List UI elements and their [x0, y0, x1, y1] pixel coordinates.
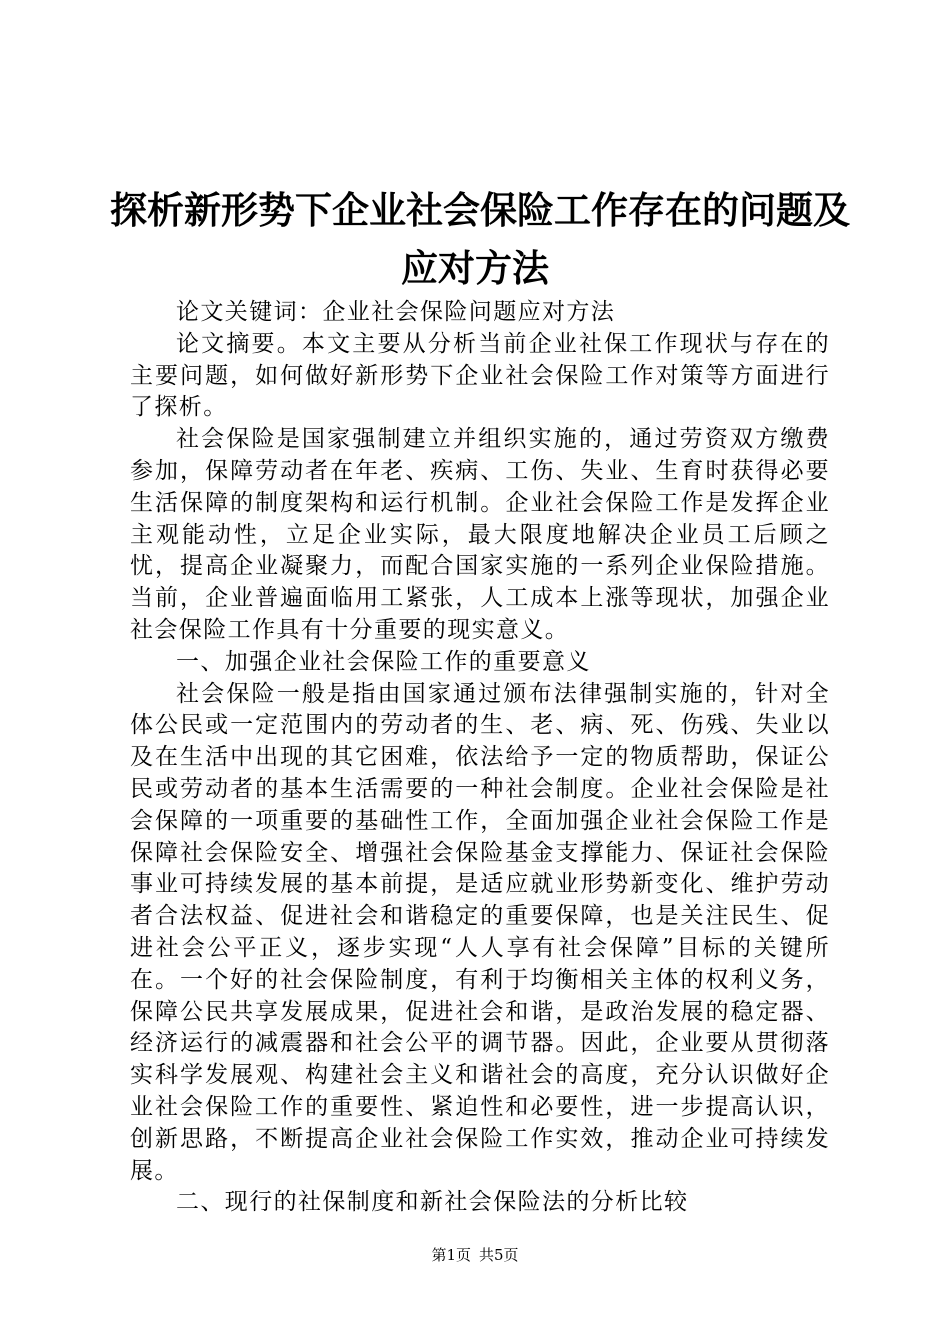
section-heading-1: 一、加强企业社会保险工作的重要意义	[176, 648, 591, 675]
page-number: 第1页	[431, 1246, 471, 1264]
page-total: 共5页	[479, 1246, 519, 1264]
document-title-line-1: 探析新形势下企业社会保险工作存在的问题及	[110, 188, 850, 232]
document-body	[130, 297, 830, 1219]
section-heading-2: 二、现行的社保制度和新社会保险法的分析比较	[176, 1189, 689, 1216]
keywords-paragraph: 论文关键词：企业社会保险问题应对方法	[176, 299, 616, 325]
section-1-paragraph: 社会保险一般是指由国家通过颁布法律强制实施的，针对全体公民或一定范围内的劳动者的生、老、病、死、伤残、失业以及在生活中出现的其它困难，依法给予一定的物质帮助，保证公民或劳动者的基本生活需要的一种社会制度。企业社会保险是社会保障的一项重要的基础性工作，全面加强企业社会保险工作是保障社会保险安全、增强社会保险基金支撑能力、保证社会保险事业可持续发展的基本前提，是适应就业形势新变化、维护劳动者合法权益、促进社会和谐稳定的重要保障，也是关注民生、促进社会公平正义，逐步实现“人人享有社会保障”目标的关键所在。一个好的社会保险制度，有利于均衡相关主体的权利义务，保障公民共享发展成果，促进社会和谐，是政治发展的稳定器、经济运行的减震器和社会公平的调节器。因此，企业要从贯彻落实科学发展观、构建社会主义和谐社会的高度，充分认识做好企业社会保险工作的重要性、紧迫性和必要性，进一步提高认识，创新思路，不断提高企业社会保险工作实效，推动企业可持续发展。	[130, 680, 830, 1184]
page-footer	[0, 1245, 950, 1265]
abstract-paragraph: 论文摘要。本文主要从分析当前企业社保工作现状与存在的主要问题，如何做好新形势下企业社会保险工作对策等方面进行了探析。	[130, 330, 830, 421]
intro-paragraph: 社会保险是国家强制建立并组织实施的，通过劳资双方缴费参加，保障劳动者在年老、疾病、工伤、失业、生育时获得必要生活保障的制度架构和运行机制。企业社会保险工作是发挥企业主观能动性，立足企业实际，最大限度地解决企业员工后顾之忧，提高企业凝聚力，而配合国家实施的一系列企业保险措施。当前，企业普遍面临用工紧张，人工成本上涨等现状，加强企业社会保险工作具有十分重要的现实意义。	[130, 426, 830, 643]
document-title-line-2: 应对方法	[401, 246, 549, 290]
